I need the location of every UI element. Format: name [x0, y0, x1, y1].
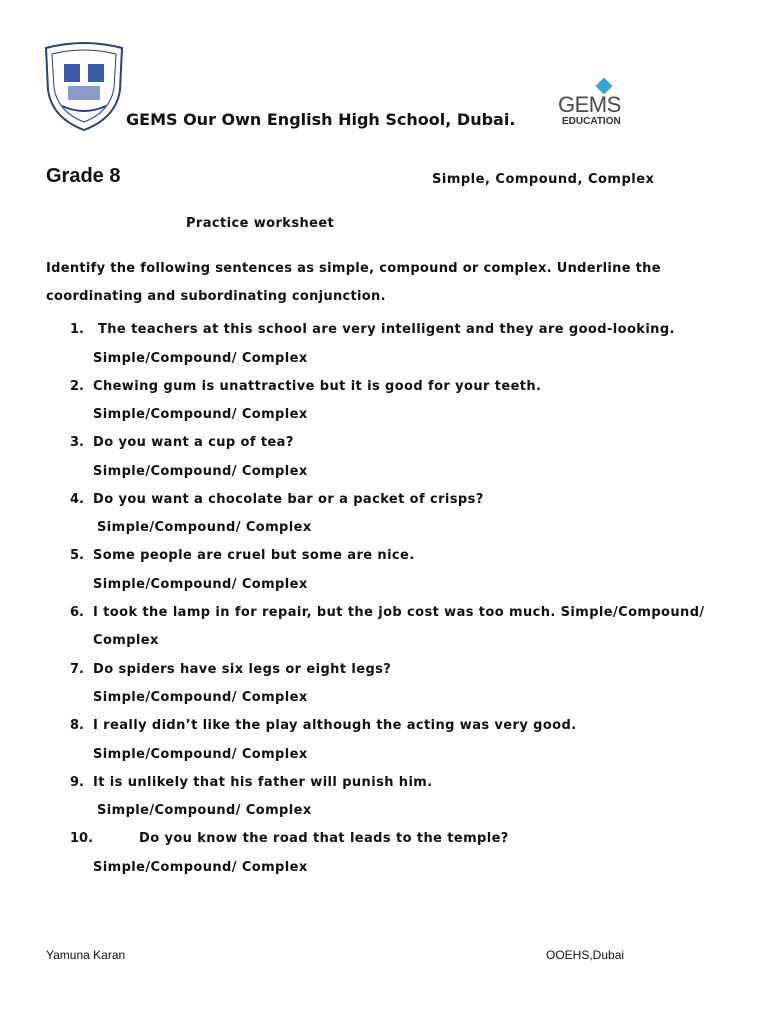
question-number: 8.	[70, 718, 84, 733]
gems-education-logo	[558, 78, 630, 128]
gems-brand-text: GEMS	[558, 92, 621, 117]
answer-options: Simple/Compound/ Complex	[93, 351, 308, 366]
question-number: 1.	[70, 322, 84, 337]
answer-options: Simple/Compound/ Complex	[93, 464, 308, 479]
topic-heading: Simple, Compound, Complex	[432, 172, 655, 187]
question-text: I took the lamp in for repair, but the job cost was too much. Simple/Compound/	[93, 605, 705, 620]
question-number: 3.	[70, 435, 84, 450]
answer-options: Simple/Compound/ Complex	[93, 690, 308, 705]
question-text: Some people are cruel but some are nice.	[93, 548, 415, 563]
answer-options: Simple/Compound/ Complex	[97, 520, 312, 535]
question-text: The teachers at this school are very intelligent and they are good-looking.	[98, 322, 675, 337]
school-crest-logo	[42, 40, 126, 132]
answer-options: Complex	[93, 633, 159, 648]
grade-heading: Grade 8	[46, 165, 121, 187]
instructions-line-2: coordinating and subordinating conjunction.	[46, 289, 386, 304]
question-number: 5.	[70, 548, 84, 563]
answer-options: Simple/Compound/ Complex	[93, 747, 308, 762]
question-text: Do spiders have six legs or eight legs?	[93, 662, 392, 677]
answer-options: Simple/Compound/ Complex	[93, 407, 308, 422]
question-text: Do you want a cup of tea?	[93, 435, 294, 450]
question-number: 10.	[70, 831, 94, 846]
question-number: 7.	[70, 662, 84, 677]
question-number: 4.	[70, 492, 84, 507]
instructions-line-1: Identify the following sentences as simple, compound or complex. Underline the	[46, 261, 661, 276]
question-text: It is unlikely that his father will punish him.	[93, 775, 433, 790]
question-text: Do you want a chocolate bar or a packet of crisps?	[93, 492, 484, 507]
answer-options: Simple/Compound/ Complex	[93, 860, 308, 875]
worksheet-subtitle: Practice worksheet	[186, 216, 335, 231]
question-text: Do you know the road that leads to the temple?	[139, 831, 509, 846]
question-text: Chewing gum is unattractive but it is good for your teeth.	[93, 379, 542, 394]
instructions	[46, 255, 706, 311]
question-number: 9.	[70, 775, 84, 790]
question-number: 6.	[70, 605, 84, 620]
answer-options: Simple/Compound/ Complex	[93, 577, 308, 592]
question-text: I really didn’t like the play although the acting was very good.	[93, 718, 577, 733]
gems-brand-subtext: EDUCATION	[562, 116, 621, 127]
answer-options: Simple/Compound/ Complex	[97, 803, 312, 818]
footer-location: OOEHS,Dubai	[546, 948, 625, 962]
school-name: GEMS Our Own English High School, Dubai.	[126, 110, 516, 129]
question-number: 2.	[70, 379, 84, 394]
footer-author: Yamuna Karan	[46, 948, 126, 962]
